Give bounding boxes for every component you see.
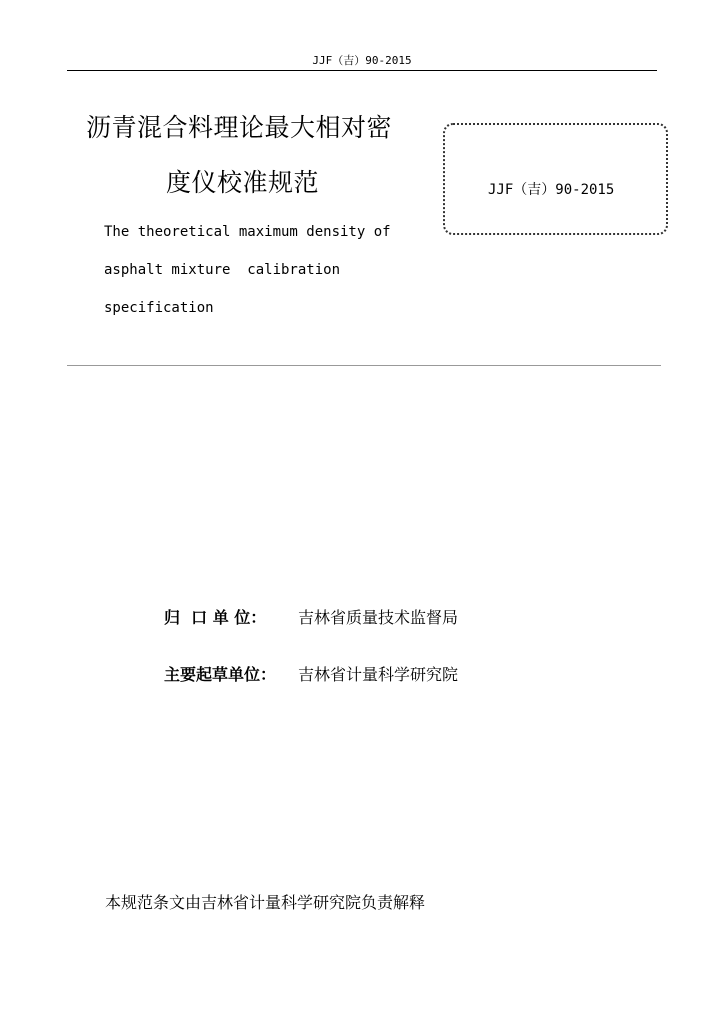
- title-english-line-2: asphalt mixture calibration: [104, 262, 341, 278]
- responsible-unit-label: 归 口 单 位：: [164, 608, 267, 627]
- responsible-unit-value: 吉林省质量技术监督局: [298, 608, 459, 627]
- title-chinese-line-1: 沥青混合料理论最大相对密: [86, 113, 393, 142]
- interpretation-note: 本规范条文由吉林省计量科学研究院负责解释: [105, 893, 426, 912]
- drafting-unit-value: 吉林省计量科学研究院: [298, 665, 459, 684]
- header-rule: [67, 70, 657, 71]
- header-document-code: JJF（吉）90-2015: [312, 54, 412, 67]
- drafting-unit-label: 主要起草单位：: [164, 665, 277, 684]
- title-chinese-line-2: 度仪校准规范: [166, 168, 320, 197]
- title-english-line-1: The theoretical maximum density of: [104, 224, 391, 240]
- title-english-line-3: specification: [104, 300, 214, 316]
- section-divider: [67, 365, 661, 366]
- document-code-box-text: JJF（吉）90-2015: [488, 182, 615, 198]
